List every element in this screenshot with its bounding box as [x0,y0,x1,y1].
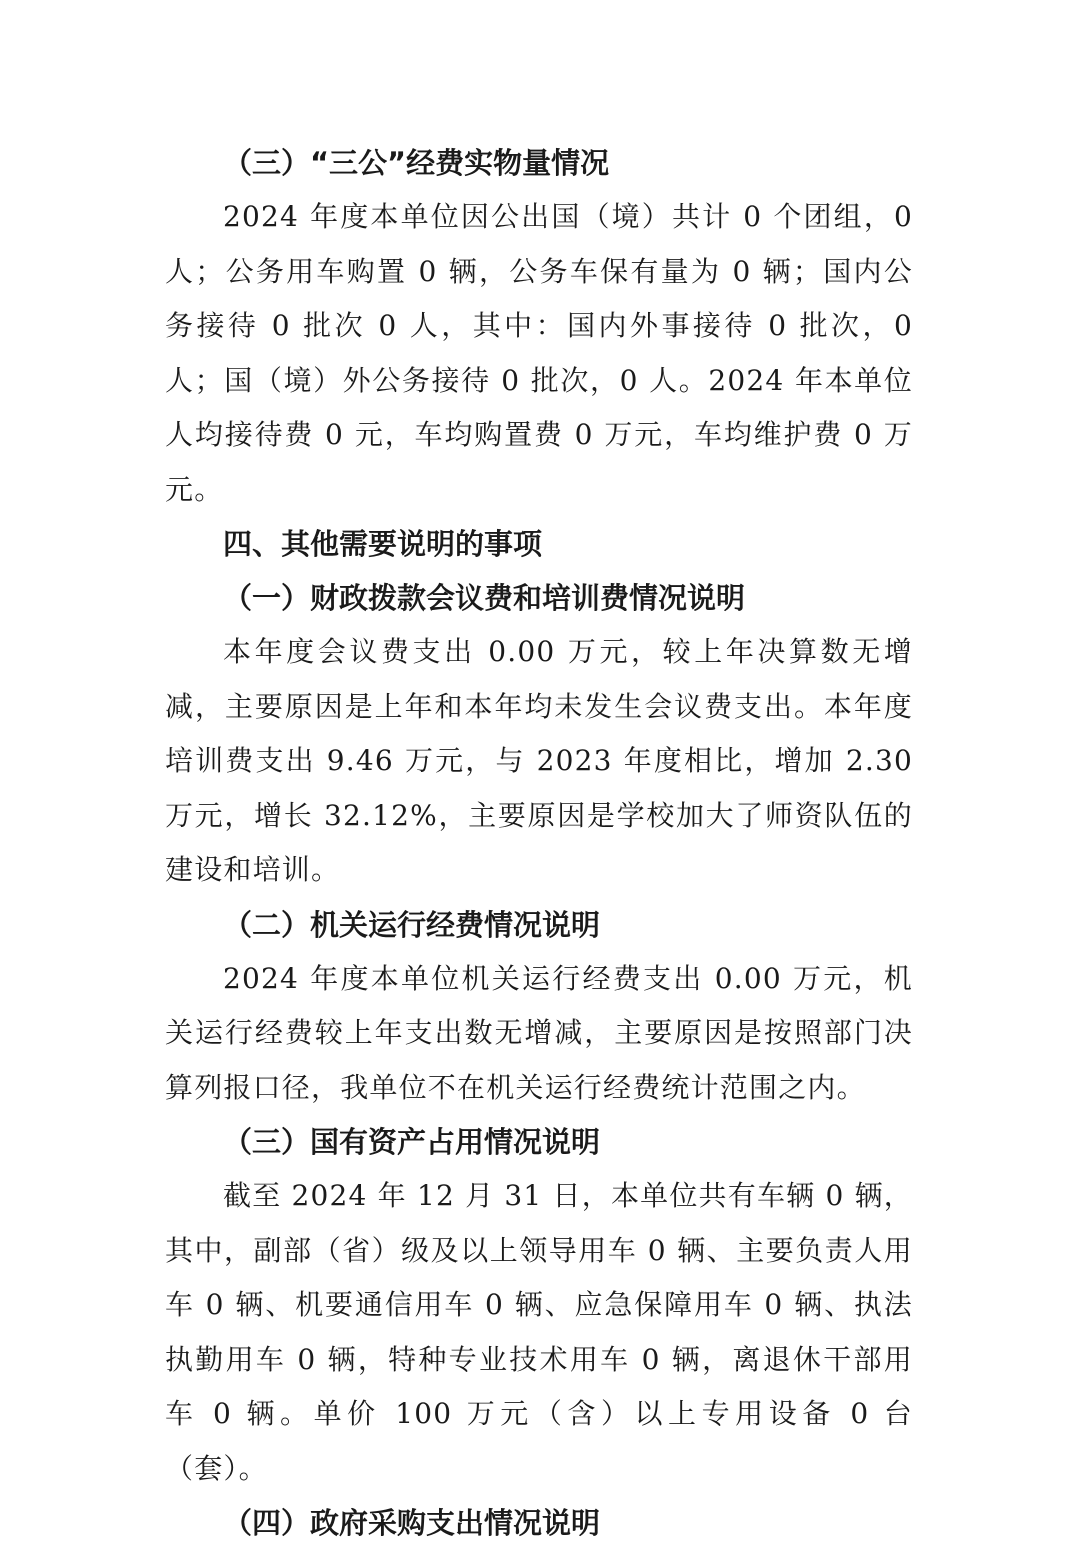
section-heading-other-matters: 四、其他需要说明的事项 [223,527,543,561]
section-heading-state-assets: （三）国有资产占用情况说明 [223,1125,601,1159]
paragraph-meeting-training: 本年度会议费支出 0.00 万元，较上年决算数无增减，主要原因是上年和本年均未发生会议费支出。本年度培训费支出 9.46 万元，与 2023 年度相比，增加 2.30 万元，增长 32.12%，主要原因是学校加大了师资队伍的建设和培训。 [165,635,913,886]
paragraph-state-assets: 截至 2024 年 12 月 31 日，本单位共有车辆 0 辆，其中，副部（省）级及以上领导用车 0 辆、主要负责人用车 0 辆、机要通信用车 0 辆、应急保障用车 0 辆、执法执勤用车 0 辆，特种专业技术用车 0 辆，离退休干部用车 0 辆。单价 100 万元（含）以上专用设备 0 台（套）。 [165,1179,913,1485]
section-heading-meeting-training: （一）财政拨款会议费和培训费情况说明 [223,581,746,615]
paragraph-operating-expenses: 2024 年度本单位机关运行经费支出 0.00 万元，机关运行经费较上年支出数无增减，主要原因是按照部门决算列报口径，我单位不在机关运行经费统计范围之内。 [165,961,913,1104]
section-heading-procurement: （四）政府采购支出情况说明 [223,1506,601,1540]
section-heading-operating-expenses: （二）机关运行经费情况说明 [223,907,601,942]
section-heading-sangong-physical: （三）“三公”经费实物量情况 [223,146,610,180]
document-body [165,136,913,1550]
paragraph-sangong-physical: 2024 年度本单位因公出国（境）共计 0 个团组，0 人；公务用车购置 0 辆，公务车保有量为 0 辆；国内公务接待 0 批次 0 人，其中：国内外事接待 0 批次，0 人；国（境）外公务接待 0 批次，0 人。2024 年本单位人均接待费 0 元，车均购置费 0 万元，车均维护费 0 万元。 [165,200,913,506]
